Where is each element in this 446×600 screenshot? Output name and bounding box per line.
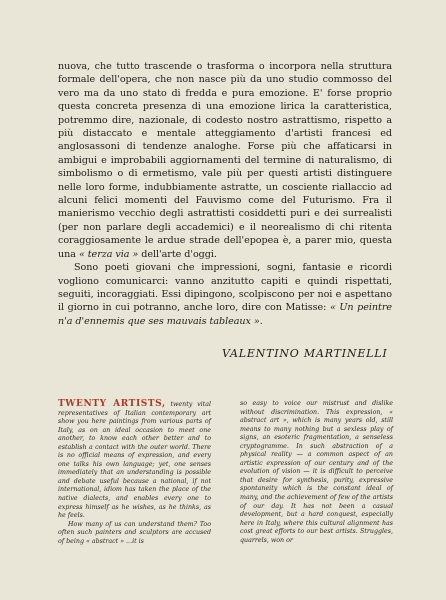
author-signature: VALENTINO MARTINELLI [222,347,388,360]
translation-left-text-1: twenty vital representatives of Italian contemporary art show you here paintings from various parts of Italy, as on an ideal occasion to meet one another, to know each other better and to establish a contact with the outer world. There is no official means of expression, and every one talks his own language; yet, one senses immediately that an understanding is possible and debate useful because a national, if not international, idiom has taken the place of the native dialects, and enables every one to express himself as he wishes, as he thinks, as he feels. [58,401,211,520]
article-paragraph-2 [58,261,392,328]
italian-article-text [58,60,392,328]
paragraph-1-end: dell'arte d'oggi. [138,248,217,260]
translation-dropcap: TWENTY ARTISTS, [58,399,166,409]
translation-left-paragraph-1 [58,400,211,521]
translation-column-right [240,400,393,545]
matisse-quote: « Un peintre n'a d'ennemis que ses mauvais tableaux ». [58,302,392,327]
article-paragraph-1 [58,60,392,261]
terza-via-phrase: « terza via » [78,248,139,260]
paragraph-1-text: nuova, che tutto trascende o trasforma o incorpora nella struttura formale dell'opera, che non nasce più da uno studio commosso del vero ma da uno stato di fredda e pura emozione. E' forse proprio questa concreta presenza di una emozione lirica la caratteristica, potremmo dire, nazionale, di codesto nostro astrattismo, rispetto a più distaccato e mentale atteggiamento d'artisti francesi ed anglosassoni di tendenze analoghe. Forse più che affaticarsi in ambigui e improbabili aggiornamenti del termine di naturalismo, di simbolismo o di ermetismo, vale più per questi artisti distinguere nelle loro forme, indubbiamente astratte, un cosciente riallaccio ad alcuni felici momenti del Fauvismo come del Futurismo. Fra il manierismo vecchio degli astrattisti cosiddetti puri e dei surrealisti (per non parlare degli accademici) e il neorealismo di chi ritenta coraggiosamente le ardue strade dell'epopea è, a parer mio, questa una [58,61,392,260]
translation-column-left [58,400,211,546]
translation-left-paragraph-2: How many of us can understand them? Too often such painters and sculptors are accused of being « abstract » ...it is [58,520,211,545]
translation-right-paragraph-1: so easy to voice our mistrust and dislike without discrimination. This expression, « abstract art », which is many years old, still means to many nothing but a sexless play of signs, an esoteric fragmentation, a senseless cryptogramme. In such abstraction of a physical reality — a common aspect of an artistic expression of our century and of the evolution of vision — it is difficult to perceive that desire for synthesis, purity, expressive spontaneity which is the constant ideal of many, and the achievement of few of the artists of our day. It has not been a casual development, but a hard conquest, especially here in Italy, where this cultural alignment has cost great efforts to our best artists. Struggles, quarrels, won or [240,400,393,544]
paragraph-2-text: Sono poeti giovani che impressioni, sogni, fantasie e ricordi vogliono comunicarci: vanno anzitutto capiti e quindi rispettati, seguiti, incoraggiati. Essi dipingono, scolpiscono per noi e aspettano il giorno in cui potranno, anche loro, dire con Matisse: [58,262,392,314]
